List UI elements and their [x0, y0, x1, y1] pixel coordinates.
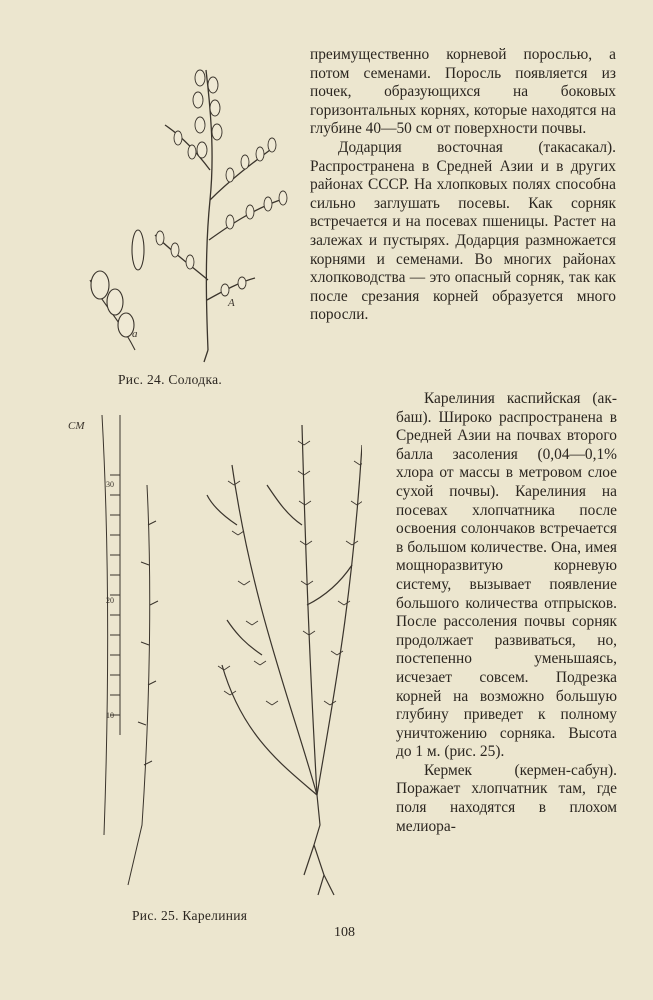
- paragraph: Додарция восточная (такасакал). Распространена в Средней Азии и в других районах СССР. На хлопковых полях способна сильно заглушать посевы. Как сорняк встречается и на посевах пшеницы. Растет на залежах и пустырях. Додарция размножается корнями и семенами. Во многих районах хлопководства — это опасный сорняк, так как после срезания корней образуется много поросли.: [310, 138, 616, 324]
- paragraph: Кермек (кермен-сабун). Поражает хлопчатник там, где поля находятся в плохом мелиора-: [396, 761, 617, 835]
- paragraph: Карелиния каспийская (ак-баш). Широко распространена в Средней Азии на почвах второго балла засоления (0,04—0,1% хлора от массы в метровом слое сухой почвы). Карелиния на посевах хлопчатника после освоения солончаков встречается в большом количестве. Она, имея мощноразвитую корневую систему, вызывает появление большого количества отпрысков. После рассоления почвы сорняк продолжает развиваться, но, постепенно уменьшаясь, исчезает совсем. Подрезка корней на возможно большую глубину приведет к полному уничтожению сорняка. Высота до 1 м. (рис. 25).: [396, 390, 617, 761]
- figure-25-karelinia-illustration: [62, 405, 362, 905]
- text-column-bottom: [396, 390, 617, 836]
- figure-24-solodka-illustration: [80, 50, 310, 370]
- scale-tick-label: 10: [106, 711, 114, 720]
- scale-ruler: [102, 415, 120, 835]
- figure-24-label-a: a: [132, 328, 138, 340]
- figure-25-caption: Рис. 25. Карелиния: [132, 908, 248, 923]
- page-number: 108: [334, 925, 355, 940]
- figure-24-label-A: A: [228, 297, 235, 309]
- scale-unit-label: СМ: [68, 420, 85, 432]
- text-column-top: [310, 46, 616, 325]
- figure-24-caption: Рис. 24. Солодка.: [118, 372, 223, 387]
- scale-tick-label: 30: [106, 480, 114, 489]
- scale-tick-label: 20: [106, 596, 114, 605]
- paragraph: преимущественно корневой порослью, а потом семенами. Поросль появляется из почек, образующихся на боковых горизонтальных корнях, которые находятся на глубине 40—50 см от поверхности почвы.: [310, 46, 616, 138]
